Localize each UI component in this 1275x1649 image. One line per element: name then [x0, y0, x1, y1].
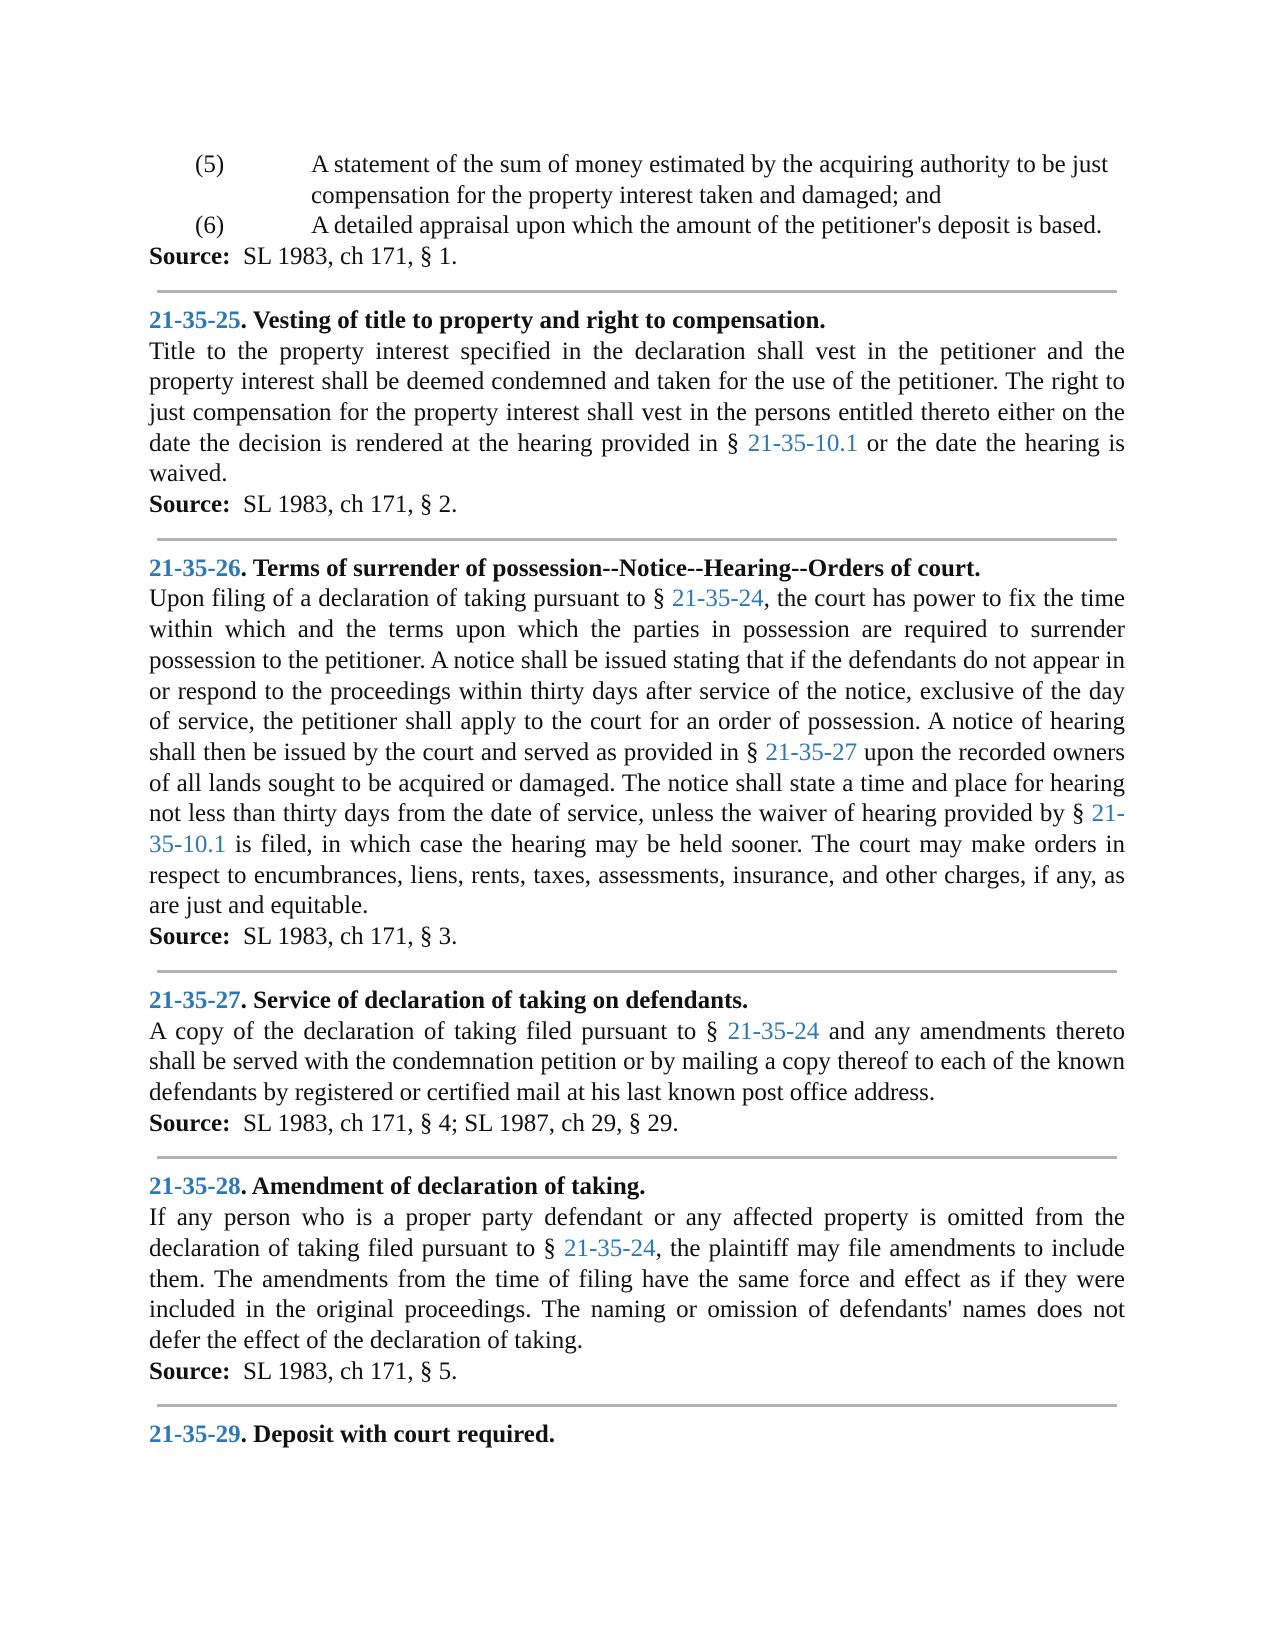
- section-21-35-28: [149, 1172, 1125, 1387]
- section-heading: [149, 554, 1125, 585]
- body-text: Title to the property interest specified in the declaration shall vest in the petitioner and the property interest shall be deemed condemned and taken for the use of the petitioner. The right to just compensation for the property interest shall vest in the persons entitled thereto either on the date the decision is rendered at the hearing provided in §: [149, 337, 1125, 457]
- section-body: [149, 337, 1125, 491]
- section-title: . Vesting of title to property and right to compensation.: [240, 306, 826, 334]
- source-label: Source:: [149, 1109, 231, 1137]
- cross-reference-link[interactable]: 21-35-24: [672, 585, 764, 613]
- section-number-link[interactable]: 21-35-27: [149, 986, 241, 1014]
- body-text: and any amendments thereto shall be served with the condemnation petition or by mailing a copy thereof to each of the known defendants by registered or certified mail at his last known post office address.: [149, 1017, 1125, 1106]
- section-heading: [149, 1172, 1125, 1203]
- source-text: SL 1983, ch 171, § 3.: [242, 923, 458, 951]
- section-title: . Deposit with court required.: [240, 1421, 555, 1449]
- body-text: is filed, in which case the hearing may be held sooner. The court may make orders in respect to encumbrances, liens, rents, taxes, assessments, insurance, and other charges, if any, as are just and equitable.: [149, 831, 1125, 920]
- source-label: Source:: [149, 243, 231, 271]
- body-text: or the date the hearing is waived.: [149, 429, 1126, 488]
- source-line: [149, 1357, 1125, 1388]
- body-text: Upon filing of a declaration of taking pursuant to §: [149, 585, 673, 613]
- list-item-text: A detailed appraisal upon which the amount of the petitioner's deposit is based.: [311, 212, 1103, 240]
- body-text: A copy of the declaration of taking filed pursuant to §: [149, 1017, 728, 1045]
- section-21-35-25: [149, 306, 1125, 521]
- section-number-link[interactable]: 21-35-28: [149, 1173, 241, 1201]
- section-title: . Terms of surrender of possession--Notice--Hearing--Orders of court.: [240, 554, 981, 582]
- section-body: [149, 584, 1125, 922]
- section-heading: [149, 306, 1125, 337]
- section-title: . Amendment of declaration of taking.: [240, 1173, 646, 1201]
- source-text: SL 1983, ch 171, § 1.: [242, 243, 458, 271]
- section-title: . Service of declaration of taking on defendants.: [240, 986, 749, 1014]
- section-divider: [157, 290, 1117, 293]
- list-item-number: (6): [195, 212, 225, 240]
- section-21-35-26: [149, 554, 1125, 953]
- source-line: [149, 242, 1125, 273]
- section-heading: [149, 1420, 1125, 1451]
- section-21-35-29: [149, 1420, 1125, 1451]
- body-text: , the plaintiff may file amendments to include them. The amendments from the time of filing have the same force and effect as if they were included in the original proceedings. The naming or omission of defendants' names does not defer the effect of the declaration of taking.: [149, 1234, 1125, 1354]
- cross-reference-link[interactable]: 21-35-10.1: [747, 429, 859, 457]
- section-heading: [149, 986, 1125, 1017]
- section-number-link[interactable]: 21-35-26: [149, 554, 241, 582]
- source-text: SL 1983, ch 171, § 4; SL 1987, ch 29, § 29.: [242, 1109, 679, 1137]
- list-item-text: A statement of the sum of money estimated by the acquiring authority to be just compensation for the property interest taken and damaged; and: [311, 151, 1109, 209]
- section-number-link[interactable]: 21-35-29: [149, 1421, 241, 1449]
- section-body: [149, 1203, 1125, 1357]
- document-content: [149, 150, 1125, 1451]
- body-text: If any person who is a proper party defendant or any affected property is omitted from the declaration of taking filed pursuant to §: [149, 1204, 1125, 1262]
- cross-reference-link[interactable]: 21-35-27: [765, 738, 858, 766]
- source-label: Source:: [149, 491, 231, 519]
- list-item-6: [195, 211, 1125, 242]
- cross-reference-link[interactable]: 21-35-24: [563, 1234, 656, 1262]
- source-line: [149, 490, 1125, 521]
- section-number-link[interactable]: 21-35-25: [149, 306, 241, 334]
- body-text: , the court has power to fix the time within which and the terms upon which the parties in possession are required to surrender possession to the petitioner. A notice shall be issued stating that if the defendants do not appear in or respond to the proceedings within thirty days after service of the notice, exclusive of the day of service, the petitioner shall apply to the court for an order of possession. A notice of hearing shall then be issued by the court and served as provided in §: [149, 585, 1125, 766]
- source-text: SL 1983, ch 171, § 5.: [242, 1357, 458, 1385]
- list-item-number: (5): [195, 151, 225, 178]
- source-line: [149, 1109, 1125, 1140]
- section-divider: [157, 1404, 1117, 1407]
- section-divider: [157, 1156, 1117, 1159]
- section-body: [149, 1017, 1125, 1109]
- source-label: Source:: [149, 923, 231, 951]
- cross-reference-link[interactable]: 21-35-24: [727, 1017, 820, 1045]
- source-label: Source:: [149, 1357, 231, 1385]
- cross-reference-link[interactable]: 21-35-10.1: [149, 800, 1125, 859]
- section-divider: [157, 970, 1117, 973]
- list-item-5: [195, 150, 1125, 211]
- source-text: SL 1983, ch 171, § 2.: [242, 491, 458, 519]
- body-text: upon the recorded owners of all lands sought to be acquired or damaged. The notice shall state a time and place for hearing not less than thirty days from the date of service, unless the waiver of hearing provided by §: [149, 738, 1126, 828]
- source-line: [149, 922, 1125, 953]
- section-divider: [157, 538, 1117, 541]
- section-21-35-27: [149, 986, 1125, 1140]
